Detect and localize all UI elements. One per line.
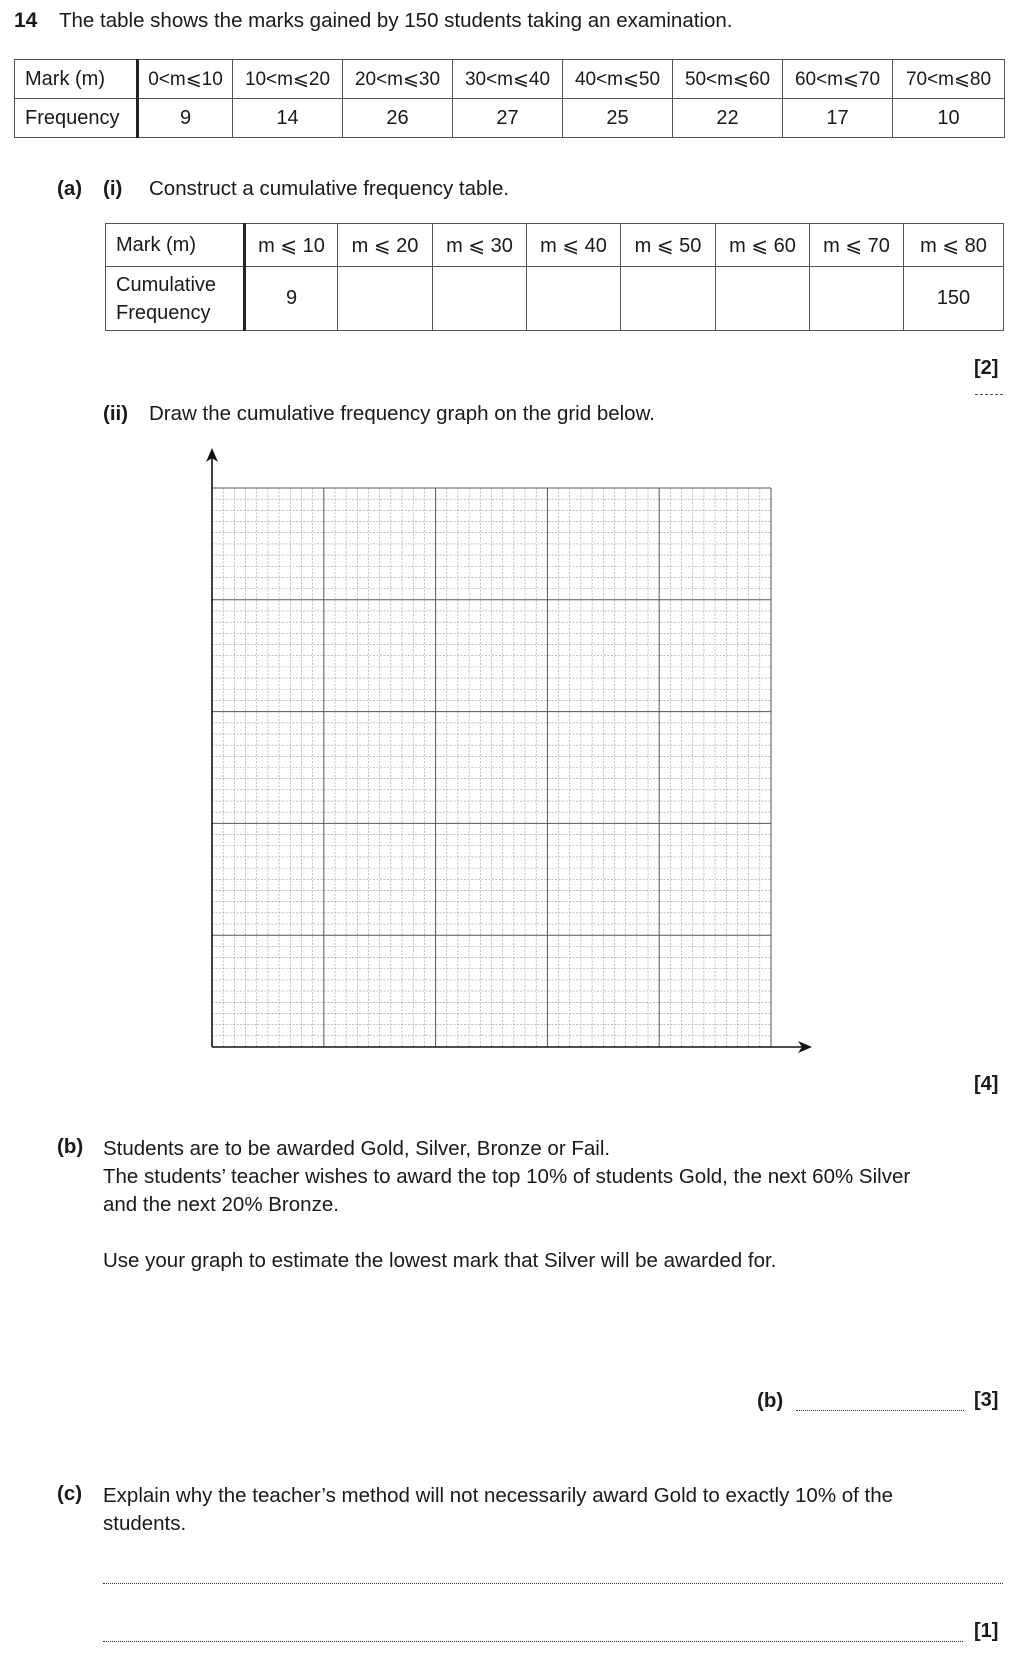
part-a-ii-marks: [4] <box>974 1073 999 1095</box>
part-a-label: (a) <box>57 177 83 200</box>
part-a-ii-label: (ii) <box>103 402 129 425</box>
part-c-line: students. <box>103 1512 187 1535</box>
part-b-instruction: Use your graph to estimate the lowest mark that Silver will be awarded for. <box>103 1249 777 1272</box>
frequency-table-header-row <box>15 60 1005 99</box>
cum-value-cell[interactable] <box>527 267 621 331</box>
part-b-line: Students are to be awarded Gold, Silver, Bronze or Fail. <box>103 1137 611 1160</box>
frequency-cell: 22 <box>673 99 783 138</box>
frequency-cell: 26 <box>343 99 453 138</box>
interval-cell: 30<m⩽40 <box>453 60 563 99</box>
part-c-answer-line-1[interactable] <box>103 1583 1003 1584</box>
interval-cell: 50<m⩽60 <box>673 60 783 99</box>
cum-header-cell: m ⩽ 30 <box>433 224 527 267</box>
cum-header-cell: m ⩽ 10 <box>245 224 338 267</box>
cum-value-cell[interactable] <box>338 267 433 331</box>
interval-cell: 60<m⩽70 <box>783 60 893 99</box>
mark-label-cell <box>15 60 138 99</box>
frequency-label: Frequency <box>15 99 138 138</box>
cum-header-cell: m ⩽ 80 <box>904 224 1004 267</box>
part-b-line: and the next 20% Bronze. <box>103 1193 339 1216</box>
cum-frequency-label-line1: Cumulative <box>116 273 217 296</box>
part-c-answer-line-2[interactable] <box>103 1641 963 1642</box>
part-b-marks: [3] <box>974 1389 999 1411</box>
cum-value-cell[interactable] <box>621 267 716 331</box>
question-intro: The table shows the marks gained by 150 students taking an examination. <box>59 9 733 32</box>
cum-value-cell[interactable]: 150 <box>904 267 1004 331</box>
cum-value-cell[interactable] <box>716 267 810 331</box>
cum-header-cell: m ⩽ 50 <box>621 224 716 267</box>
question-number: 14 <box>14 9 38 32</box>
cum-header-cell: m ⩽ 40 <box>527 224 621 267</box>
cum-header-cell: m ⩽ 70 <box>810 224 904 267</box>
grid-lines <box>212 488 771 1047</box>
frequency-cell: 17 <box>783 99 893 138</box>
part-c-line: Explain why the teacher’s method will not necessarily award Gold to exactly 10% of the <box>103 1484 894 1507</box>
cum-mark-label: Mark (m) <box>106 224 245 267</box>
marks-divider <box>975 394 1003 395</box>
part-c-marks: [1] <box>974 1620 999 1642</box>
frequency-cell: 10 <box>893 99 1005 138</box>
cum-value-cell[interactable] <box>433 267 527 331</box>
interval-cell: 10<m⩽20 <box>233 60 343 99</box>
frequency-cell: 14 <box>233 99 343 138</box>
interval-cell: 0<m⩽10 <box>138 60 233 99</box>
mark-label: Mark (m) <box>25 67 105 90</box>
cumulative-table-header-row <box>106 224 1004 267</box>
part-a-ii-instruction: Draw the cumulative frequency graph on the grid below. <box>149 402 655 425</box>
part-b-label: (b) <box>57 1135 84 1158</box>
cum-frequency-label <box>106 267 245 331</box>
interval-cell: 20<m⩽30 <box>343 60 453 99</box>
frequency-cell: 9 <box>138 99 233 138</box>
cum-value-cell[interactable]: 9 <box>245 267 338 331</box>
interval-cell: 40<m⩽50 <box>563 60 673 99</box>
cumulative-table-value-row <box>106 267 1004 331</box>
frequency-cell: 25 <box>563 99 673 138</box>
interval-cell: 70<m⩽80 <box>893 60 1005 99</box>
cum-value-cell[interactable] <box>810 267 904 331</box>
part-b-line: The students’ teacher wishes to award the top 10% of students Gold, the next 60% Silver <box>103 1165 911 1188</box>
cum-frequency-label-line2: Frequency <box>116 301 211 324</box>
frequency-cell: 27 <box>453 99 563 138</box>
part-c-label: (c) <box>57 1482 83 1505</box>
part-a-i-marks: [2] <box>974 357 999 379</box>
frequency-table-value-row <box>15 99 1005 138</box>
cumulative-frequency-grid[interactable] <box>195 445 815 1060</box>
cumulative-frequency-table <box>105 223 1004 331</box>
part-a-i-label: (i) <box>103 177 123 200</box>
part-c-text <box>103 1482 893 1538</box>
part-b-answer-line[interactable] <box>796 1410 964 1411</box>
cum-header-cell: m ⩽ 60 <box>716 224 810 267</box>
part-a-i-instruction: Construct a cumulative frequency table. <box>149 177 510 200</box>
part-b-answer-label: (b) <box>757 1389 784 1412</box>
frequency-table <box>14 59 1005 138</box>
cum-header-cell: m ⩽ 20 <box>338 224 433 267</box>
part-b-text <box>103 1135 910 1219</box>
